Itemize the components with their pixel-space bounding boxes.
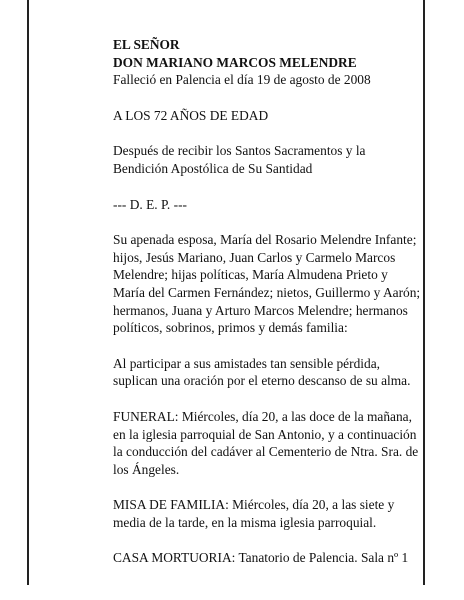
rip-line: --- D. E. P. ---	[113, 196, 188, 212]
obituary-notice	[113, 36, 423, 567]
family-paragraph: Su apenada esposa, María del Rosario Melendre Infante; hijos, Jesús Mariano, Juan Carlos y Carmelo Marcos Melendre; hijas políticas, María Almudena Prieto y María del Carmen Fernández; nietos, Guillermo y Aarón; hermanos, Juana y Arturo Marcos Melendre; hermanos políticos, sobrinos, primos y demás familia:	[113, 232, 421, 336]
sacraments-paragraph: Después de recibir los Santos Sacramentos y la Bendición Apostólica de Su Santidad	[113, 143, 366, 176]
funeral-paragraph: FUNERAL: Miércoles, día 20, a las doce de la mañana, en la iglesia parroquial de San Antonio, y a continuación la conducción del cadáver al Cementerio de Ntra. Sra. de los Ángeles.	[113, 408, 419, 477]
death-notice: Falleció en Palencia el día 19 de agosto de 2008	[113, 72, 371, 88]
deceased-title: EL SEÑOR	[113, 37, 180, 52]
funeral-home-line: CASA MORTUORIA: Tanatorio de Palencia. Sala nº 1	[113, 550, 409, 566]
deceased-name: DON MARIANO MARCOS MELENDRE	[113, 54, 357, 70]
age-line: A LOS 72 AÑOS DE EDAD	[113, 107, 269, 123]
prayer-request-paragraph: Al participar a sus amistades tan sensible pérdida, suplican una oración por el eterno descanso de su alma.	[113, 355, 411, 389]
family-mass-paragraph: MISA DE FAMILIA: Miércoles, día 20, a las siete y media de la tarde, en la misma iglesia parroquial.	[113, 497, 395, 530]
